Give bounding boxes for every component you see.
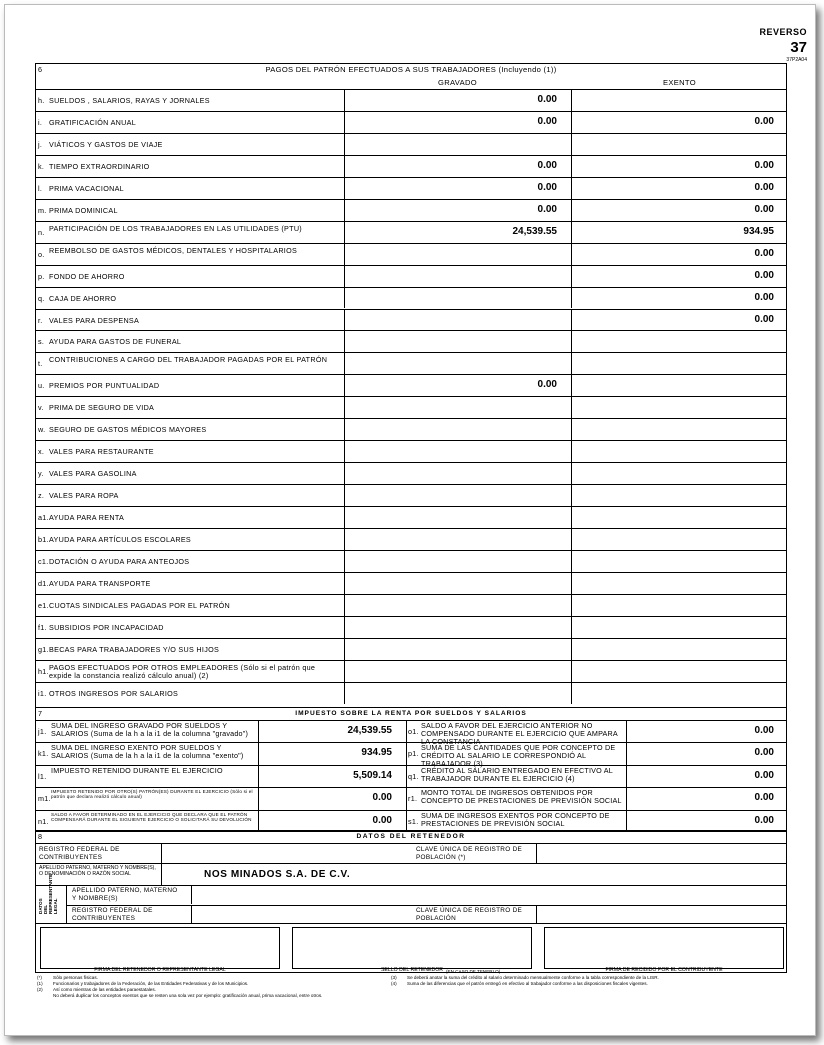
row-label-cell [36, 485, 344, 506]
exento-value [571, 683, 788, 704]
row-label: SUMA DEL INGRESO EXENTO POR SUELDOS Y SALARIOS (Suma de la h a la i1 de la columna "exento") [51, 743, 244, 761]
table-row [36, 720, 786, 746]
row-letter: i. [38, 117, 43, 127]
exento-value [571, 419, 788, 440]
row-letter: h. [38, 96, 45, 105]
gravado-value [344, 683, 571, 704]
table-row [36, 594, 786, 616]
section-title: DATOS DEL RETENEDOR [356, 833, 466, 840]
exento-value [571, 551, 788, 572]
gravado-value [344, 617, 571, 638]
row-letter: e1. [38, 600, 49, 610]
row-label-cell [36, 353, 344, 374]
gravado-value: 0.00 [537, 203, 557, 215]
row-value: 0.00 [372, 792, 392, 804]
row-label: VALES PARA RESTAURANTE [49, 447, 154, 457]
row-label: VIÁTICOS Y GASTOS DE VIAJE [49, 139, 163, 149]
row-label: GRATIFICACIÓN ANUAL [49, 117, 137, 127]
row-label: SUMA DE INGRESOS EXENTOS POR CONCEPTO DE PRESTACIONES DE PREVISIÓN SOCIAL [421, 810, 610, 828]
row-letter: p1. [408, 749, 419, 759]
row-label-cell [36, 661, 344, 682]
row-label-cell [36, 331, 344, 352]
table-row [36, 177, 786, 199]
row-letter: n. [38, 227, 45, 237]
row-divider [66, 905, 786, 906]
gravado-value: 0.00 [537, 94, 557, 105]
section-7-title-row [36, 708, 786, 720]
gravado-value [344, 266, 571, 287]
exento-value [571, 529, 788, 550]
stamp-note: (EN CASO DE TENERLO) [446, 969, 501, 974]
row-value: 934.95 [361, 747, 392, 759]
rep-curp-label: CLAVE ÚNICA DE REGISTRO DE POBLACIÓN [416, 907, 523, 922]
table-row [36, 616, 786, 638]
representante-side-label: DATOS DEL REPRESENTANTE LEGAL [38, 873, 58, 914]
gravado-value: 0.00 [537, 159, 557, 171]
row-label: SEGURO DE GASTOS MÉDICOS MAYORES [49, 425, 207, 435]
row-letter: d1. [38, 578, 49, 588]
row-label: SUBSIDIOS POR INCAPACIDAD [49, 622, 164, 632]
signature-box-retenedor-caption: FIRMA DEL RETENEDOR O REPRESENTANTE LEGAL [94, 967, 226, 973]
row-letter: n1. [38, 816, 49, 826]
section-title: IMPUESTO SOBRE LA RENTA POR SUELDOS Y SALARIOS [295, 710, 527, 717]
table-row [36, 396, 786, 418]
row-label-cell [36, 375, 344, 396]
row-label: VALES PARA ROPA [49, 491, 119, 501]
section-6-title-row [36, 64, 786, 76]
row-label: AYUDA PARA RENTA [49, 513, 125, 523]
row-label-cell [36, 639, 344, 660]
gravado-value: 0.00 [537, 379, 557, 391]
exento-value [571, 463, 788, 484]
row-label: FONDO DE AHORRO [49, 271, 125, 281]
stamp-box-retenedor[interactable] [292, 927, 532, 969]
column-divider [161, 864, 162, 885]
footnote-text: Suma de las diferencias que el patrón entregó en efectivo al trabajador conforme a las disposiciones fiscales vigentes. [407, 981, 648, 986]
gravado-value [344, 441, 571, 462]
table-row [36, 638, 786, 660]
row-letter: b1. [38, 535, 49, 544]
row-label: PREMIOS POR PUNTUALIDAD [49, 381, 160, 391]
table-row [36, 133, 786, 155]
exento-value: 0.00 [754, 269, 774, 281]
table-row [36, 265, 786, 287]
row-label-cell [36, 222, 344, 243]
section-number: 8 [38, 832, 43, 841]
table-row [36, 506, 786, 528]
gravado-value [344, 288, 571, 309]
row-value: 0.00 [372, 814, 392, 826]
gravado-value [344, 134, 571, 155]
retenedor-name: NOS MINADOS S.A. DE C.V. [204, 869, 351, 880]
table-row [36, 330, 786, 352]
row-label-cell [36, 551, 344, 572]
exento-value: 0.00 [754, 159, 774, 171]
row-letter: o. [38, 249, 45, 259]
curp-label: CLAVE ÚNICA DE REGISTRO DE POBLACIÓN (*) [416, 846, 523, 861]
gravado-value [344, 244, 571, 265]
row-letter: v. [38, 403, 44, 413]
exento-value [571, 375, 788, 396]
exento-value [571, 134, 788, 155]
gravado-value [344, 463, 571, 484]
row-label-cell [36, 683, 344, 704]
column-divider [406, 811, 407, 832]
signature-box-contribuyente[interactable] [544, 927, 784, 969]
row-letter: l. [38, 183, 43, 193]
row-label: PAGOS EFECTUADOS POR OTROS EMPLEADORES (Sólo si el patrón que expide la constancia realizó cálculo anual) (2) [49, 662, 316, 680]
row-value: 0.00 [754, 814, 774, 826]
row-letter: j1. [38, 727, 47, 736]
row-label: CAJA DE AHORRO [49, 293, 117, 303]
table-row [36, 572, 786, 594]
column-divider [191, 886, 192, 904]
row-label-cell [36, 156, 344, 177]
retenedor-name-row [36, 863, 786, 885]
exento-value [571, 507, 788, 528]
name-label: APELLIDO PATERNO, MATERNO Y NOMBRE(S), O DENOMINACIÓN O RAZÓN SOCIAL [39, 865, 156, 877]
table-row [36, 462, 786, 484]
footnote-mark: (*) [37, 975, 42, 980]
exento-header: EXENTO [663, 78, 696, 87]
row-letter: f1. [38, 622, 47, 632]
row-label-cell [36, 419, 344, 440]
form-sheet [4, 4, 816, 1036]
table-row [36, 418, 786, 440]
row-letter: w. [38, 425, 46, 435]
rep-name-label: APELLIDO PATERNO, MATERNO Y NOMBRE(S) [72, 887, 178, 902]
table-row [36, 765, 786, 787]
row-label: SALDO A FAVOR DETERMINADO EN EL EJERCICIO QUE DECLARA QUE EL PATRÓN COMPENSARÁ DURANTE EL SIGUIENTE EJERCICIO O SOLICITARÁ SU DEVOLUCIÓN [51, 811, 252, 822]
gravado-value [344, 485, 571, 506]
gravado-value [344, 310, 571, 331]
row-label: TIEMPO EXTRAORDINARIO [49, 161, 150, 171]
exento-value: 0.00 [754, 313, 774, 325]
table-row [36, 550, 786, 572]
exento-value [571, 595, 788, 616]
row-value: 0.00 [754, 747, 774, 759]
gravado-value: 0.00 [537, 181, 557, 193]
row-label-cell [36, 441, 344, 462]
row-label: MONTO TOTAL DE INGRESOS OBTENIDOS POR CONCEPTO DE PRESTACIONES DE PREVISIÓN SOCIAL [421, 788, 622, 806]
row-label: PRIMA DOMINICAL [49, 205, 118, 215]
row-label: OTROS INGRESOS POR SALARIOS [49, 688, 179, 698]
column-divider [536, 905, 537, 923]
row-label: BECAS PARA TRABAJADORES Y/O SUS HIJOS [49, 644, 220, 654]
row-letter: y. [38, 469, 44, 479]
row-label-cell [36, 112, 344, 133]
stamp-box-retenedor-caption: SELLO DEL RETENEDOR [380, 967, 444, 973]
section-number: 6 [38, 65, 43, 74]
table-row [36, 682, 786, 704]
form-code: 37P2A04 [786, 57, 807, 63]
table-row [36, 111, 786, 133]
exento-value [571, 617, 788, 638]
footnote-mark: (4) [391, 981, 397, 986]
row-value: 5,509.14 [353, 769, 392, 781]
row-label-cell [36, 90, 344, 111]
column-divider [406, 721, 407, 742]
row-label-cell [36, 266, 344, 287]
row-value: 0.00 [754, 792, 774, 804]
exento-value: 0.00 [754, 291, 774, 303]
section-number: 7 [38, 709, 43, 718]
gravado-value [344, 397, 571, 418]
gravado-value [344, 331, 571, 352]
row-letter: m1. [38, 794, 51, 804]
row-letter: x. [38, 447, 45, 457]
section-6-table [35, 63, 787, 708]
row-label: DOTACIÓN O AYUDA PARA ANTEOJOS [49, 556, 190, 566]
table-row [36, 660, 786, 682]
row-letter: k1. [38, 749, 49, 759]
row-value: 24,539.55 [347, 725, 392, 736]
row-letter: a1. [38, 513, 49, 523]
row-value: 0.00 [754, 769, 774, 781]
gravado-value [344, 661, 571, 682]
gravado-value [344, 419, 571, 440]
rep-rfc-label: REGISTRO FEDERAL DE CONTRIBUYENTES [72, 907, 153, 922]
row-label: VALES PARA GASOLINA [49, 469, 137, 479]
row-label-cell [36, 463, 344, 484]
row-label-cell [36, 617, 344, 638]
row-label: VALES PARA DESPENSA [49, 315, 140, 325]
column-divider [161, 844, 162, 863]
row-letter: q1. [408, 771, 419, 781]
row-label: PARTICIPACIÓN DE LOS TRABAJADORES EN LAS UTILIDADES (PTU) [49, 223, 303, 233]
rfc-label: REGISTRO FEDERAL DE CONTRIBUYENTES [39, 846, 120, 861]
gravado-value [344, 595, 571, 616]
row-label-cell [36, 310, 344, 331]
column-divider [406, 788, 407, 809]
footnote-mark: (1) [37, 981, 43, 986]
gravado-value: 24,539.55 [512, 225, 557, 237]
row-letter: h1. [38, 666, 49, 676]
column-header-row [36, 76, 786, 88]
exento-value [571, 639, 788, 660]
signature-box-contribuyente-caption: FIRMA DE RECIBIDO POR EL CONTRIBUYENTE [605, 967, 723, 973]
row-letter: i1. [38, 688, 47, 698]
row-letter: s. [38, 337, 45, 347]
column-divider [406, 743, 407, 764]
table-row [36, 352, 786, 374]
row-letter: k. [38, 161, 45, 171]
gravado-value [344, 639, 571, 660]
exento-value: 0.00 [754, 203, 774, 215]
section-title: PAGOS DEL PATRÓN EFECTUADOS A SUS TRABAJADORES (Incluyendo (1)) [265, 65, 557, 74]
row-label: CONTRIBUCIONES A CARGO DEL TRABAJADOR PAGADAS POR EL PATRÓN [49, 355, 328, 365]
table-row [36, 787, 786, 809]
row-label: AYUDA PARA TRANSPORTE [49, 578, 151, 588]
footnote-text: Se deberá anotar la suma del crédito al salario determinado mensualmente conforme a la tabla correspondiente de la LISR. [407, 975, 659, 980]
row-letter: o1. [408, 727, 419, 736]
row-label: CUOTAS SINDICALES PAGADAS POR EL PATRÓN [49, 600, 231, 610]
section-7-table [35, 707, 787, 831]
row-label-cell [36, 507, 344, 528]
column-divider [536, 844, 537, 863]
table-row [36, 89, 786, 111]
row-label-cell [36, 288, 344, 309]
table-row [36, 309, 786, 331]
gravado-value [344, 353, 571, 374]
footnote-text: Funcionarios y trabajadores de la Federación, de las Entidades Federativas y de los Municipios. [53, 981, 249, 986]
gravado-value [344, 551, 571, 572]
row-label: CRÉDITO AL SALARIO ENTREGADO EN EFECTIVO AL TRABAJADOR DURANTE EL EJERCICIO (4) [421, 765, 613, 783]
table-row [36, 155, 786, 177]
exento-value [571, 441, 788, 462]
row-label-cell [36, 200, 344, 221]
row-label-cell [36, 178, 344, 199]
table-row [36, 199, 786, 221]
row-label-cell [36, 595, 344, 616]
row-letter: t. [38, 359, 43, 369]
row-letter: r. [38, 315, 43, 325]
reverso-label: REVERSO [759, 27, 807, 37]
table-row [36, 528, 786, 550]
table-row [36, 742, 786, 769]
section-8-table [35, 831, 787, 973]
table-row [36, 440, 786, 462]
row-label-cell [36, 529, 344, 550]
exento-value: 934.95 [743, 225, 774, 237]
footnote-text: Sólo personas físicas. [53, 975, 98, 980]
row-letter: g1. [38, 644, 49, 654]
exento-value [571, 331, 788, 352]
footnotes [35, 975, 787, 1025]
exento-value [571, 573, 788, 594]
row-letter: z. [38, 491, 45, 501]
exento-value [571, 661, 788, 682]
footnote-mark: (3) [391, 975, 397, 980]
table-row [36, 287, 786, 309]
row-label: IMPUESTO RETENIDO POR OTRO(S) PATRÓN(ES) DURANTE EL EJERCICIO (Sólo si el patrón que declara realizó cálculo anual) [51, 789, 253, 800]
row-letter: r1. [408, 794, 418, 804]
row-letter: l1. [38, 771, 47, 781]
row-letter: q. [38, 293, 45, 303]
row-letter: j. [38, 139, 43, 149]
section-8-title-row [36, 832, 786, 843]
footnote-text: Así como mientras de las entidades paraestatales. [53, 987, 156, 992]
gravado-value [344, 573, 571, 594]
row-label: SUMA DEL INGRESO GRAVADO POR SUELDOS Y SALARIOS (Suma de la h a la i1 de la columna "gravado") [51, 721, 249, 738]
gravado-header: GRAVADO [438, 78, 477, 87]
row-label-cell [36, 134, 344, 155]
row-value: 0.00 [754, 725, 774, 736]
row-label: REEMBOLSO DE GASTOS MÉDICOS, DENTALES Y HOSPITALARIOS [49, 245, 298, 255]
exento-value: 0.00 [754, 181, 774, 193]
column-divider [191, 905, 192, 923]
table-row [36, 810, 786, 832]
row-letter: s1. [408, 816, 419, 826]
table-row [36, 243, 786, 265]
table-row [36, 221, 786, 243]
gravado-value: 0.00 [537, 115, 557, 127]
gravado-value [344, 507, 571, 528]
exento-value [571, 485, 788, 506]
exento-value [571, 397, 788, 418]
signature-row [36, 923, 786, 974]
row-label: AYUDA PARA ARTÍCULOS ESCOLARES [49, 535, 192, 544]
page-number: 37 [790, 39, 807, 56]
footnote-text: No deberá duplicar los conceptos exentos que se resten una sola vez por ejemplo: gratificación anual, prima vacacional, entre otros. [53, 993, 323, 998]
exento-value [571, 353, 788, 374]
row-letter: m. [38, 205, 47, 215]
row-label: PRIMA VACACIONAL [49, 183, 124, 193]
footnote-mark: (2) [37, 987, 43, 992]
row-letter: u. [38, 381, 45, 391]
row-label: SALDO A FAVOR DEL EJERCICIO ANTERIOR NO COMPENSADO DURANTE EL EJERCICIO QUE AMPARA LA CONSTANCIA [421, 721, 618, 746]
column-divider [406, 766, 407, 787]
row-label-cell [36, 244, 344, 265]
exento-value [571, 90, 788, 111]
row-label: AYUDA PARA GASTOS DE FUNERAL [49, 337, 182, 347]
row-label: PRIMA DE SEGURO DE VIDA [49, 403, 155, 413]
gravado-value [344, 529, 571, 550]
table-row [36, 374, 786, 396]
exento-value: 0.00 [754, 115, 774, 127]
signature-box-retenedor[interactable] [40, 927, 280, 969]
row-label: IMPUESTO RETENIDO DURANTE EL EJERCICIO [51, 765, 223, 775]
row-label-cell [36, 573, 344, 594]
table-row [36, 484, 786, 506]
row-label-cell [36, 397, 344, 418]
row-label: SUELDOS , SALARIOS, RAYAS Y JORNALES [49, 96, 210, 105]
exento-value: 0.00 [754, 247, 774, 259]
retenedor-rfc-row [36, 843, 786, 863]
row-letter: c1. [38, 556, 49, 566]
row-letter: p. [38, 271, 45, 281]
row-label: SUMA DE LAS CANTIDADES QUE POR CONCEPTO DE CRÉDITO AL SALARIO LE CORRESPONDIÓ AL TRABAJADOR (3) [421, 743, 616, 769]
